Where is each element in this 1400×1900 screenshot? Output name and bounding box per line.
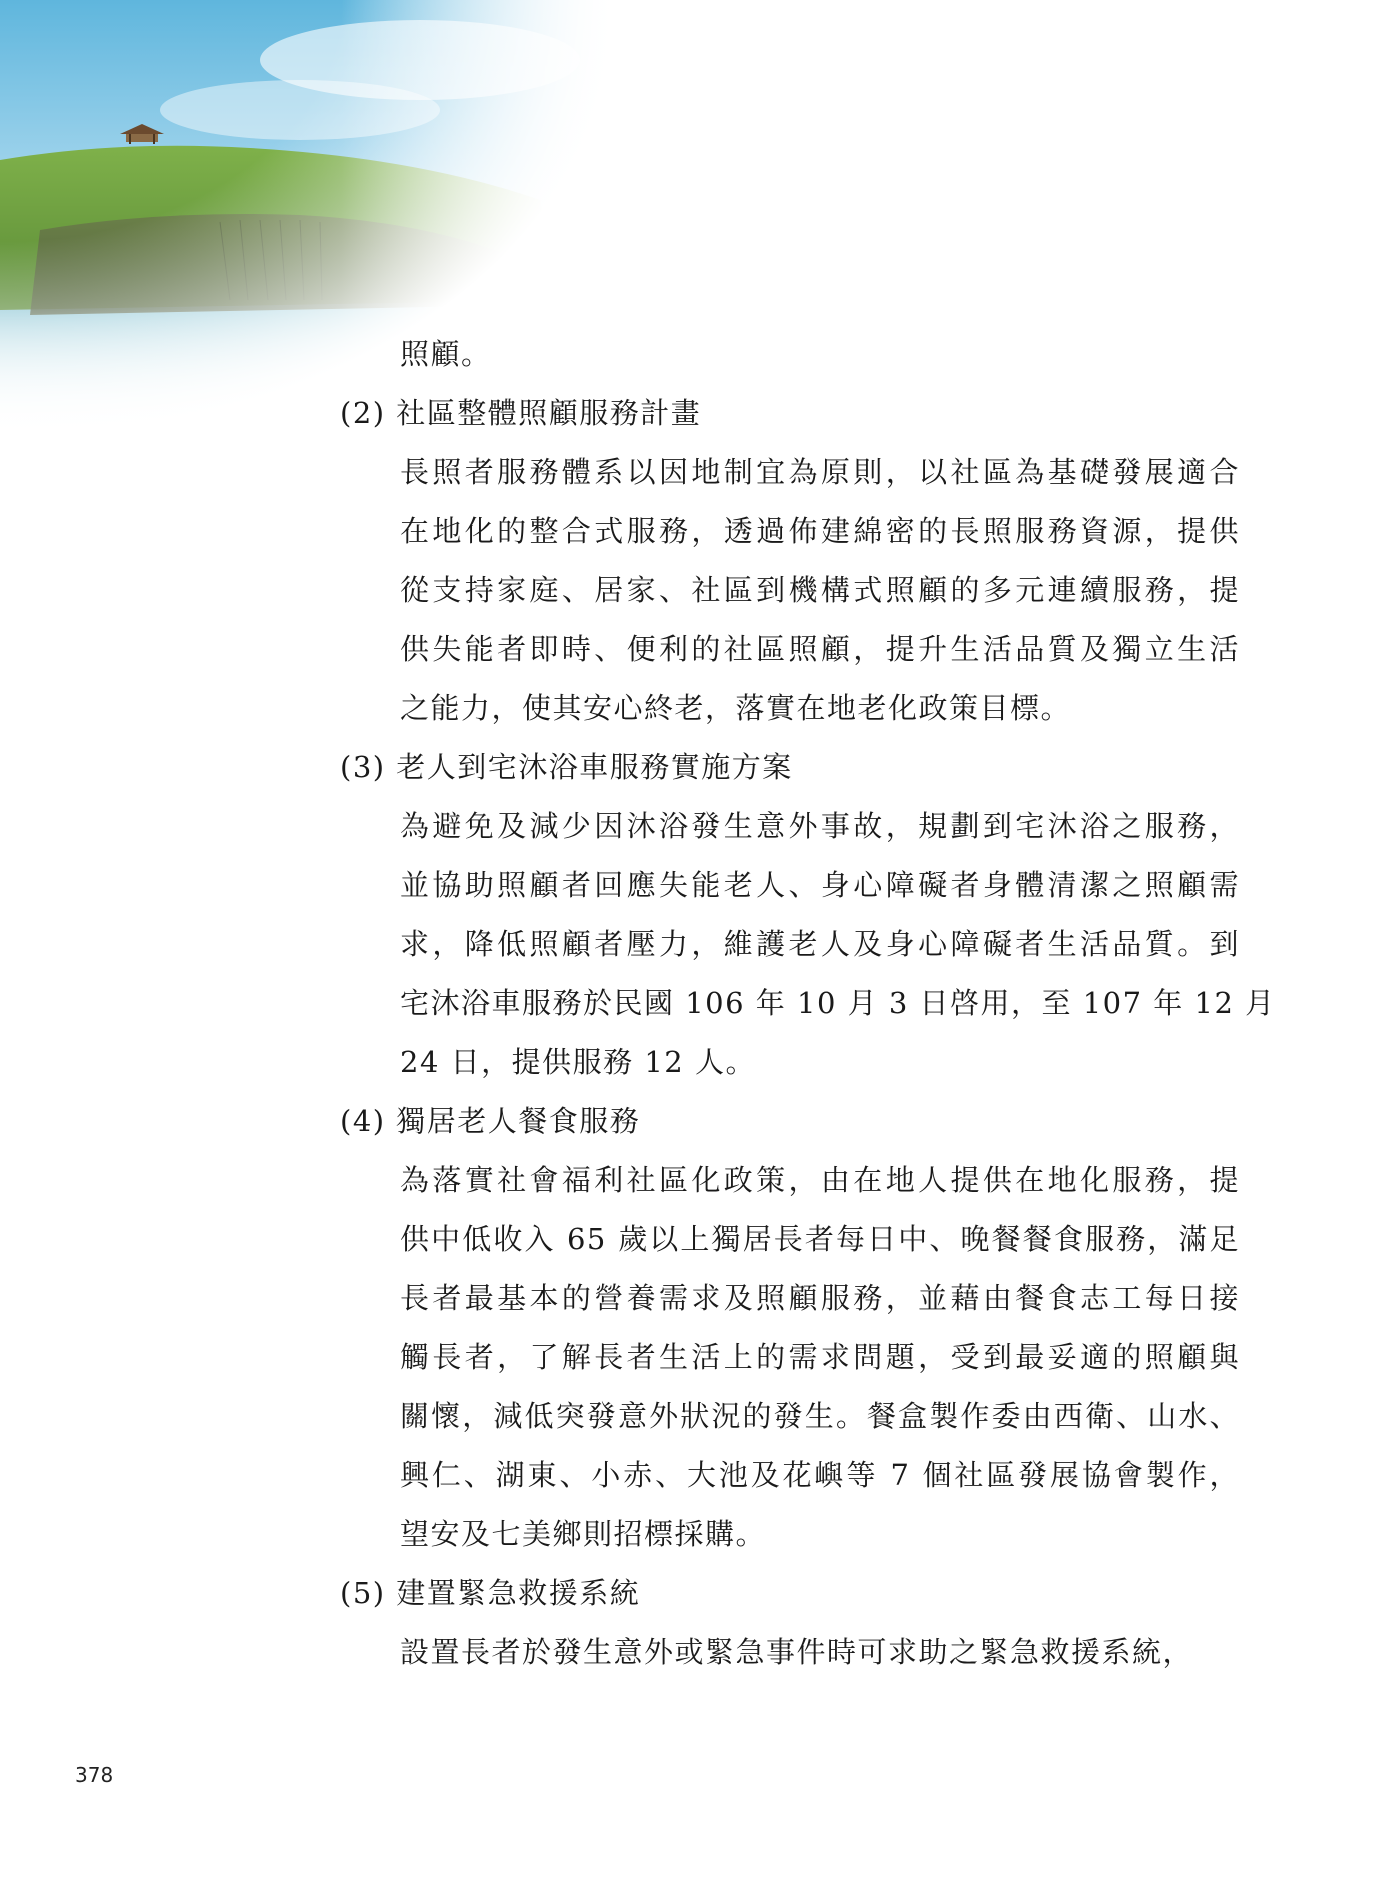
paragraph-line: 之能力，使其安心終老，落實在地老化政策目標。 bbox=[400, 691, 1072, 725]
paragraph-line: 24 日，提供服務 12 人。 bbox=[400, 1045, 756, 1079]
paragraph-line: 觸長者，了解長者生活上的需求問題，受到最妥適的照顧與 bbox=[400, 1340, 1240, 1374]
paragraph-line: 關懷，減低突發意外狀況的發生。餐盒製作委由西衛、山水、 bbox=[400, 1399, 1240, 1433]
continued-text: 照顧。 bbox=[400, 337, 492, 371]
section-heading-3: (3) 老人到宅沐浴車服務實施方案 bbox=[340, 750, 793, 784]
paragraph-line: 供失能者即時、便利的社區照顧，提升生活品質及獨立生活 bbox=[400, 632, 1240, 666]
page-number: 378 bbox=[75, 1763, 114, 1787]
paragraph-line: 興仁、湖東、小赤、大池及花嶼等 7 個社區發展協會製作， bbox=[400, 1458, 1240, 1492]
paragraph-line: 長者最基本的營養需求及照顧服務，並藉由餐食志工每日接 bbox=[400, 1281, 1240, 1315]
paragraph-line: 望安及七美鄉則招標採購。 bbox=[400, 1517, 767, 1551]
paragraph-line: 供中低收入 65 歲以上獨居長者每日中、晚餐餐食服務，滿足 bbox=[400, 1222, 1240, 1256]
paragraph-line: 設置長者於發生意外或緊急事件時可求助之緊急救援系統， bbox=[400, 1635, 1194, 1669]
paragraph-line: 長照者服務體系以因地制宜為原則，以社區為基礎發展適合 bbox=[400, 455, 1240, 489]
section-heading-4: (4) 獨居老人餐食服務 bbox=[340, 1104, 641, 1138]
section-heading-5: (5) 建置緊急救援系統 bbox=[340, 1576, 641, 1610]
paragraph-line: 並協助照顧者回應失能老人、身心障礙者身體清潔之照顧需 bbox=[400, 868, 1240, 902]
paragraph-line: 為避免及減少因沐浴發生意外事故，規劃到宅沐浴之服務， bbox=[400, 809, 1240, 843]
paragraph-line: 從支持家庭、居家、社區到機構式照顧的多元連續服務，提 bbox=[400, 573, 1240, 607]
section-heading-2: (2) 社區整體照顧服務計畫 bbox=[340, 396, 702, 430]
paragraph-line: 宅沐浴車服務於民國 106 年 10 月 3 日啓用，至 107 年 12 月 bbox=[400, 986, 1276, 1020]
paragraph-line: 為落實社會福利社區化政策，由在地人提供在地化服務，提 bbox=[400, 1163, 1240, 1197]
paragraph-line: 在地化的整合式服務，透過佈建綿密的長照服務資源，提供 bbox=[400, 514, 1240, 548]
document-body bbox=[340, 325, 1276, 1682]
paragraph-line: 求，降低照顧者壓力，維護老人及身心障礙者生活品質。到 bbox=[400, 927, 1240, 961]
